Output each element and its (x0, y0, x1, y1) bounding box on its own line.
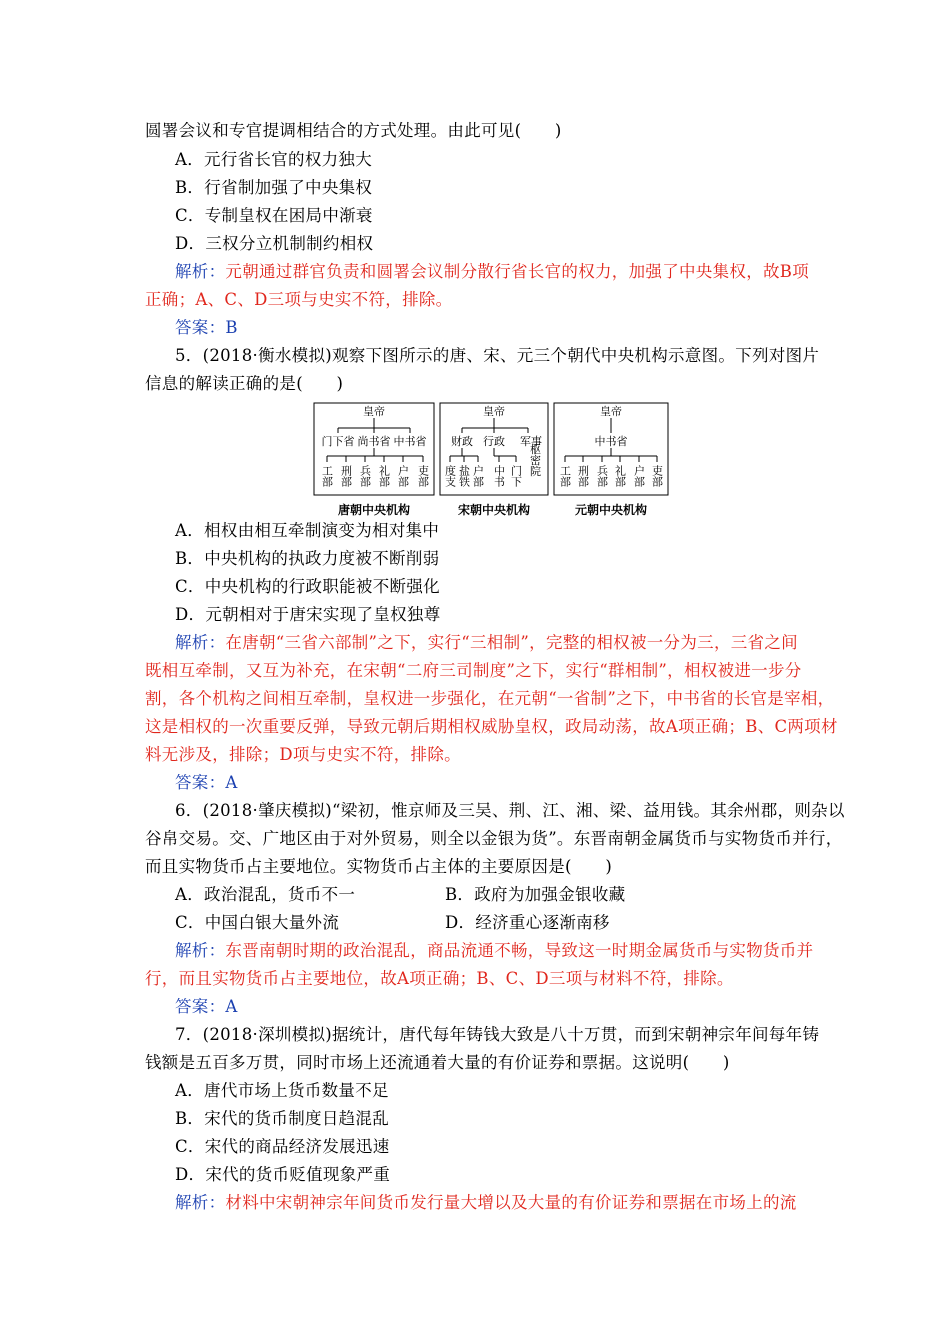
analysis-text: 东晋南朝时期的政治混乱，商品流通不畅，导致这一时期金属货币与实物货币并 (225, 941, 814, 960)
question-6-stem: 而且实物货币占主要地位。实物货币占主体的主要原因是( ) (145, 857, 613, 876)
option-a: A．元行省长官的权力独大 (175, 150, 373, 169)
option-a: A．政治混乱，货币不一 (175, 885, 356, 904)
analysis-line (175, 262, 840, 282)
tang-hubu: 户部 (396, 465, 410, 487)
tang-menxia: 门下省 (321, 435, 355, 448)
song-military: 军事 (520, 435, 542, 448)
analysis-text: 这是相权的一次重要反弹，导致元朝后期相权威胁皇权，政局动荡，故A项正确；B、C两项材 (145, 717, 838, 736)
diagram-svg (313, 402, 669, 524)
song-administration: 行政 (483, 435, 505, 448)
yuan-hubu: 户部 (632, 465, 646, 487)
yuan-libu: 礼部 (613, 465, 627, 487)
question-6-stem: 谷帛交易。交、广地区由于对外贸易，则全以金银为货”。东晋南朝金属货币与实物货币并行， (145, 829, 843, 848)
song-finance: 财政 (451, 435, 473, 448)
analysis-text: 料无涉及，排除；D项与史实不符，排除。 (145, 745, 461, 764)
option-c: C．中央机构的行政职能被不断强化 (175, 577, 440, 596)
option-b: B．宋代的货币制度日趋混乱 (175, 1109, 390, 1128)
option-d: D．三权分立机制制约相权 (175, 234, 374, 253)
analysis-text: 割，各个机构之间相互牵制，皇权进一步强化，在元朝“一省制”之下，中书省的长官是宰相， (145, 689, 835, 708)
option-b: B．行省制加强了中央集权 (175, 178, 373, 197)
analysis-text: 行，而且实物货币占主要地位，故A项正确；B、C、D三项与材料不符，排除。 (145, 969, 734, 988)
tang-emperor: 皇帝 (363, 405, 385, 418)
analysis-text: 在唐朝“三省六部制”之下，实行“三相制”，完整的相权被一分为三，三省之间 (225, 633, 798, 652)
option-d: D．元朝相对于唐宋实现了皇权独尊 (175, 605, 441, 624)
option-a: A．相权由相互牵制演变为相对集中 (175, 521, 440, 540)
question-7-stem: 钱额是五百多万贯，同时市场上还流通着大量的有价证券和票据。这说明( ) (145, 1053, 730, 1072)
analysis-label: 解析： (175, 633, 226, 652)
song-menxia: 门下 (509, 465, 523, 487)
song-shumiyuan: 枢密院 (528, 443, 542, 477)
analysis-text: 既相互牵制，又互为补充，在宋朝“二府三司制度”之下，实行“群相制”，相权被进一步分 (145, 661, 802, 680)
option-b: B．政府为加强金银收藏 (445, 885, 626, 904)
analysis-text: 材料中宋朝神宗年间货币发行量大增以及大量的有价证券和票据在市场上的流 (225, 1193, 797, 1212)
yuan-emperor: 皇帝 (600, 405, 622, 418)
tang-bingbu: 兵部 (358, 465, 372, 487)
tang-caption: 唐朝中央机构 (337, 503, 411, 517)
song-hubu: 户部 (471, 465, 485, 487)
analysis-label: 解析： (175, 262, 226, 281)
song-duzhi: 度支 (443, 465, 457, 487)
analysis-line (175, 1193, 840, 1213)
yuan-caption: 元朝中央机构 (574, 503, 648, 517)
analysis-label: 解析： (175, 1193, 226, 1212)
question-7-stem: 7．(2018·深圳模拟)据统计，唐代每年铸钱大致是八十万贯，而到宋朝神宗年间每年铸 (175, 1025, 820, 1044)
tang-libu: 礼部 (377, 465, 391, 487)
question-5-stem: 5．(2018·衡水模拟)观察下图所示的唐、宋、元三个朝代中央机构示意图。下列对图片 (175, 346, 820, 365)
song-caption: 宋朝中央机构 (457, 503, 531, 517)
option-c: C．宋代的商品经济发展迅速 (175, 1137, 390, 1156)
tang-zhongshu: 中书省 (393, 435, 427, 448)
analysis-line (175, 941, 840, 961)
analysis-text: 正确；A、C、D三项与史实不符，排除。 (145, 290, 453, 309)
yuan-libu-personnel: 吏部 (650, 465, 664, 487)
question-5-stem: 信息的解读正确的是( ) (145, 374, 344, 393)
option-c: C．专制皇权在困局中渐衰 (175, 206, 373, 225)
song-zhongshu: 中书 (492, 465, 506, 487)
yuan-bingbu: 兵部 (595, 465, 609, 487)
option-d: D．经济重心逐渐南移 (445, 913, 610, 932)
central-institutions-diagram (313, 402, 669, 524)
option-d: D．宋代的货币贬值现象严重 (175, 1165, 391, 1184)
song-yantie: 盐铁 (457, 465, 471, 487)
option-a: A．唐代市场上货币数量不足 (175, 1081, 389, 1100)
tang-shangshu: 尚书省 (357, 435, 391, 448)
song-emperor: 皇帝 (483, 405, 505, 418)
tang-libu-personnel: 吏部 (416, 465, 430, 487)
option-b: B．中央机构的执政力度被不断削弱 (175, 549, 440, 568)
yuan-xingbu: 刑部 (576, 465, 590, 487)
yuan-zhongshu: 中书省 (594, 435, 628, 448)
analysis-label: 解析： (175, 941, 226, 960)
option-c: C．中国白银大量外流 (175, 913, 340, 932)
analysis-text: 元朝通过群官负责和圆署会议制分散行省长官的权力，加强了中央集权，故B项 (225, 262, 810, 281)
answer: 答案：B (175, 318, 238, 337)
question-4-stem-end: 圆署会议和专官提调相结合的方式处理。由此可见( ) (145, 121, 562, 140)
question-6-stem: 6．(2018·肇庆模拟)“梁初，惟京师及三吴、荆、江、湘、梁、益用钱。其余州郡，则杂以 (175, 801, 845, 820)
tang-gongbu: 工部 (320, 465, 334, 487)
tang-xingbu: 刑部 (339, 465, 353, 487)
analysis-line (175, 633, 840, 653)
yuan-gongbu: 工部 (558, 465, 572, 487)
answer: 答案：A (175, 997, 238, 1016)
answer: 答案：A (175, 773, 238, 792)
